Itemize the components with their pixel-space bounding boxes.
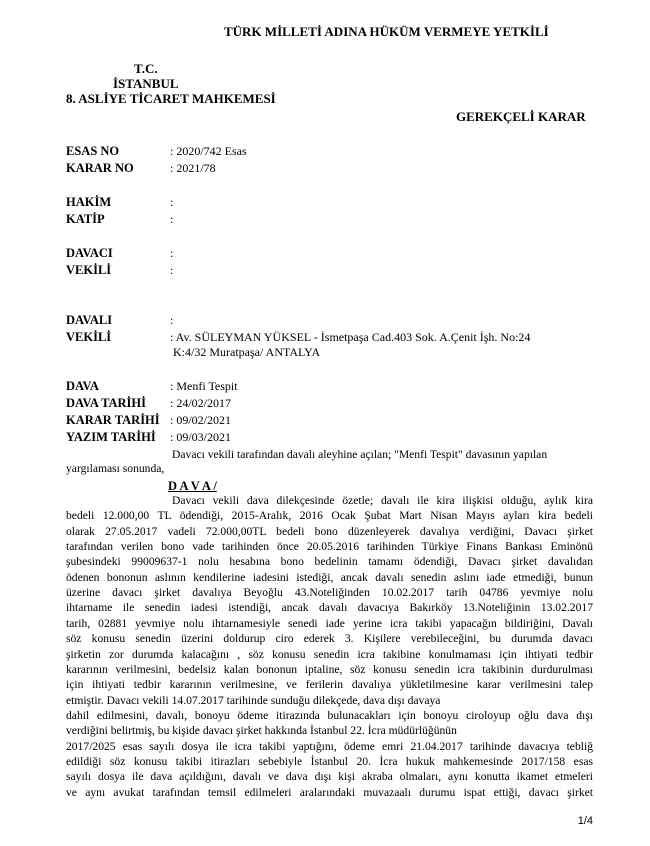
karar-value: : 2021/78 <box>170 161 216 175</box>
davali-label: DAVALI <box>66 313 113 327</box>
dava-value: : Menfi Tespit <box>170 379 238 393</box>
intro-line-1: Davacı vekili tarafından davalı aleyhine açılan; "Menfi Tespit" davasının yapılan <box>172 448 548 461</box>
body-line: 2017/2025 esas sayılı dosya ile icra takibi yaptığını, ödeme emri 21.04.2017 tarihinde davacıya tebliğ <box>66 739 593 753</box>
esas-label: ESAS NO <box>66 144 120 158</box>
top-title: TÜRK MİLLETİ ADINA HÜKÜM VERMEYE YETKİLİ <box>224 24 549 39</box>
hakim-value: : <box>170 195 174 209</box>
dava-tarihi-value: : 24/02/2017 <box>170 396 232 410</box>
yazim-tarihi-label: YAZIM TARİHİ <box>66 430 156 444</box>
body-line: olarak 27.05.2017 vadeli 72.000,00TL bedeli bono düzenleyerek davalıya verdiğini, Davacı şirket <box>66 524 593 538</box>
body-line: verdiğini belirtmiş, bu kişide davacı şirket hakkında İstanbul 22. İcra müdürlüğünün <box>66 724 457 738</box>
davali-vekili-line1: : Av. SÜLEYMAN YÜKSEL - İsmetpaşa Cad.403 Sok. A.Çenit İşh. No:24 <box>170 330 531 344</box>
section-heading: D A V A / <box>168 479 217 493</box>
davaci-value: : <box>170 246 174 260</box>
davali-value: : <box>170 313 174 327</box>
davaci-vekili-value: : <box>170 263 174 277</box>
body-line: kararının verilmesini, bedelsiz kalan bononun iptaline, söz konusu senedin icra takibinin durdurulması <box>66 662 593 676</box>
body-line: ödenen bononun aslının kendilerine iadesini istediği, ancak davalı senedin aslını iade etmediği, bunun <box>66 570 593 584</box>
body-line: edildiği söz konusu takibi itirazları sebebiyle İstanbul 20. İcra hukuk mahkemesinde 2017/158 esas <box>66 754 593 768</box>
esas-value: : 2020/742 Esas <box>170 144 247 158</box>
yazim-tarihi-value: : 09/03/2021 <box>170 430 232 444</box>
karar-tarihi-value: : 09/02/2021 <box>170 413 232 427</box>
body-line: üzerine davacı şirket davalıya Beyoğlu 43.Noteliğinden 10.02.2017 tarih 04786 yevmiye nolu <box>66 586 593 600</box>
court-name: 8. ASLİYE TİCARET MAHKEMESİ <box>66 91 276 106</box>
dava-label: DAVA <box>66 379 99 393</box>
dava-tarihi-label: DAVA TARİHİ <box>66 396 147 410</box>
body-line: şubesindeki 99009637-1 nolu hesabına bono bedelinin tamamı ödendiği, Davacı şirket davalıdan <box>66 555 593 569</box>
karar-tarihi-label: KARAR TARİHİ <box>66 413 160 427</box>
body-line: söz konusu senedin üzerini doldurup ciro ederek 3. Kişilere verebileceğini, bu durumda davacı <box>66 632 593 646</box>
body-line: bedeli 12.000,00 TL ödendiği, 2015-Aralık, 2016 Ocak Şubat Mart Nisan Mayıs ayları kira bedeli <box>66 509 593 523</box>
page-number: 1/4 <box>577 815 593 827</box>
davaci-vekili-label: VEKİLİ <box>66 263 112 277</box>
tc-heading: T.C. <box>134 61 158 76</box>
document-type: GEREKÇELİ KARAR <box>456 109 586 124</box>
davaci-label: DAVACI <box>66 246 113 260</box>
body-line: sayılı dosya ile dava açıldığını, davalı ve dava dışı kişi akraba olmaları, aynı konutta ikamet etmeleri <box>66 770 593 784</box>
city-heading: İSTANBUL <box>113 76 179 91</box>
body-line: tarih, 02881 yevmiye nolu ihtarnamesiyle senedi iade yerine icra takibi yapacağın bildiriğini, Davalı <box>66 616 593 630</box>
karar-label: KARAR NO <box>66 161 134 175</box>
body-line: şirketin zor durumda kalacağını , söz konusu senedin icra takibine konulmaması için ihtiyati tedbir <box>66 647 593 661</box>
davali-vekili-line2: K:4/32 Muratpaşa/ ANTALYA <box>173 345 321 359</box>
davali-vekili-label: VEKİLİ <box>66 330 112 344</box>
body-line: ve aynı avukat tarafından temsil edilmeleri aralarındaki muvazaalı durumu ispat ettiği, davacı şirket <box>66 785 593 799</box>
katip-value: : <box>170 212 174 226</box>
body-line: etmiştir. Davacı vekili 14.07.2017 tarihinde sunduğu dilekçede, dava dışı davaya <box>66 693 441 707</box>
hakim-label: HAKİM <box>66 195 112 209</box>
body-line: tarafından verilen bono vade tarihinden önce 20.05.2016 tarihinden Türkiye Finans Bankası Eminönü <box>66 540 593 554</box>
intro-line-2: yargılaması sonunda, <box>66 462 165 475</box>
katip-label: KATİP <box>66 212 105 226</box>
body-line: ihtarname ile senedin iadesi istendiği, ancak davalı davacıya Bakırköy 13.Noteliğinin 13.02.2017 <box>66 601 593 615</box>
body-line: Davacı vekili dava dilekçesinde özetle; davalı ile kira ilişkisi olduğu, aylık kira <box>172 494 593 507</box>
body-line: dahil edilmesini, davalı, bonoyu ödeme itirazında bulunacakları için bonoyu ciroloyup oğlu dava dışı <box>66 708 593 722</box>
body-line: için ihtiyati tedbir kararının verilmesine, ve ferilerin davalıya yükletilmesine karar verilmesini talep <box>66 678 593 692</box>
